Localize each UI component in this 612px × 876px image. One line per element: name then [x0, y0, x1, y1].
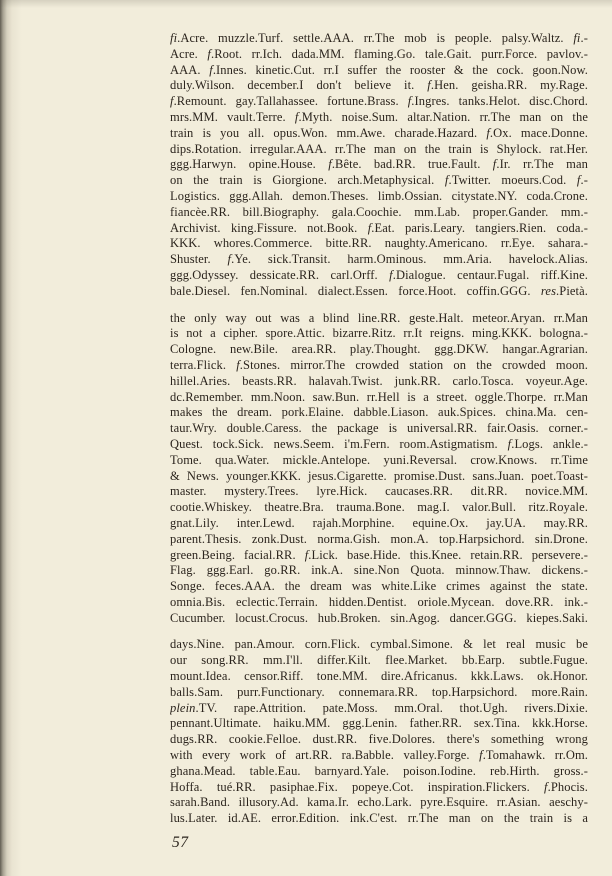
text-line: balls.Sam. purr.Functionary. connemara.RR. top.Harpsichord. more.Rain. [170, 684, 588, 699]
text-line: Cologne. new.Bile. area.RR. play.Thought. ggg.DKW. hangar.Agrarian. [170, 342, 588, 357]
text-line: Cucumber. locust.Crocus. hub.Broken. sin.Agog. dancer.GGG. kiepes.Saki. [170, 610, 588, 625]
page-number: 57 [172, 834, 189, 851]
text-line: Shuster. f.Ye. sick.Transit. harm.Ominous. mm.Aria. havelock.Alias. [170, 252, 588, 267]
text-line: f.Remount. gay.Tallahassee. fortune.Brass. f.Ingres. tanks.Helot. disc.Chord. [170, 94, 588, 109]
text-line: Logistics. ggg.Allah. demon.Theses. limb.Ossian. citystate.NY. coda.Crone. [170, 188, 588, 203]
text-line: plein.TV. rape.Attrition. pate.Moss. mm.Oral. thot.Ugh. rivers.Dixie. [170, 700, 588, 715]
text-line: Tome. qua.Water. mickle.Antelope. yuni.Reversal. crow.Knows. rr.Time [170, 452, 588, 467]
text-line: our song.RR. mm.I'll. differ.Kilt. flee.Market. bb.Earp. subtle.Fugue. [170, 653, 588, 668]
text-line: bale.Diesel. fen.Nominal. dialect.Essen. force.Hoot. coffin.GGG. res.Pietà. [170, 283, 588, 298]
text-line: dugs.RR. cookie.Felloe. dust.RR. five.Dolores. there's something wrong [170, 732, 588, 747]
text-line: with every work of art.RR. ra.Babble. valley.Forge. f.Tomahawk. rr.Om. [170, 748, 588, 763]
text-line: is not a cipher. spore.Attic. bizarre.Ritz. rr.It reigns. ming.KKK. bologna.- [170, 326, 588, 341]
text-line: Quest. tock.Sick. news.Seem. i'm.Fern. room.Astigmatism. f.Logs. ankle.- [170, 436, 588, 451]
text-line: Hoffa. tué.RR. pasiphae.Fix. popeye.Cot. inspiration.Flickers. f.Phocis. [170, 779, 588, 794]
text-line: ghana.Mead. table.Eau. barnyard.Yale. poison.Iodine. reb.Hirth. gross.- [170, 763, 588, 778]
text-line: on the train is Giorgione. arch.Metaphysical. f.Twitter. moeurs.Cod. f.- [170, 173, 588, 188]
text-line: Acre. f.Root. rr.Ich. dada.MM. flaming.Go. tale.Gait. purr.Force. pavlov.- [170, 46, 588, 61]
text-line: & News. younger.KKK. jesus.Cigarette. promise.Dust. sans.Juan. poet.Toast- [170, 468, 588, 483]
text-line: AAA. f.Innes. kinetic.Cut. rr.I suffer the rooster & the cock. goon.Now. [170, 62, 588, 77]
text-line: Flag. ggg.Earl. go.RR. ink.A. sine.Non Quota. minnow.Thaw. dickens.- [170, 563, 588, 578]
text-line: hillel.Aries. beasts.RR. halavah.Twist. junk.RR. carlo.Tosca. voyeur.Age. [170, 373, 588, 388]
text-line: terra.Flick. f.Stones. mirror.The crowded station on the crowded moon. [170, 357, 588, 372]
text-line: train is you all. opus.Won. mm.Awe. charade.Hazard. f.Ox. mace.Donne. [170, 125, 588, 140]
text-line: ggg.Odyssey. dessicate.RR. carl.Orff. f.Dialogue. centaur.Fugal. riff.Kine. [170, 267, 588, 282]
text-line: mrs.MM. vault.Terre. f.Myth. noise.Sum. altar.Nation. rr.The man on the [170, 109, 588, 124]
text-line: taur.Wry. double.Caress. the package is universal.RR. fair.Oasis. corner.- [170, 421, 588, 436]
text-line: makes the dream. pork.Elaine. dabble.Liason. auk.Spices. china.Ma. cen- [170, 405, 588, 420]
page-gutter-shadow [0, 0, 22, 876]
text-block [170, 31, 588, 838]
text-line: cootie.Whiskey. theatre.Bra. trauma.Bone. mag.I. valor.Bull. ritz.Royale. [170, 500, 588, 515]
text-line: the only way out was a blind line.RR. geste.Halt. meteor.Aryan. rr.Man [170, 310, 588, 325]
text-line: Archivist. king.Fissure. not.Book. f.Eat. paris.Leary. tangiers.Rien. coda.- [170, 220, 588, 235]
text-line: fiancèe.RR. bill.Biography. gala.Coochie. mm.Lab. proper.Gander. mm.- [170, 204, 588, 219]
paragraph [170, 311, 588, 627]
text-line: sarah.Band. illusory.Ad. kama.Ir. echo.Lark. pyre.Esquire. rr.Asian. aeschy- [170, 795, 588, 810]
text-line: Songe. feces.AAA. the dream was white.Like crimes against the state. [170, 579, 588, 594]
text-line: lus.Later. id.AE. error.Edition. ink.C'est. rr.The man on the train is a [170, 811, 588, 826]
text-line: KKK. whores.Commerce. bitte.RR. naughty.Americano. rr.Eye. sahara.- [170, 236, 588, 251]
text-line: gnat.Lily. inter.Lewd. rajah.Morphine. equine.Ox. jay.UA. may.RR. [170, 515, 588, 530]
text-line: dips.Rotation. irregular.AAA. rr.The man on the train is Shylock. rat.Her. [170, 141, 588, 156]
text-line: dc.Remember. mm.Noon. saw.Bun. rr.Hell is a street. oggle.Thorpe. rr.Man [170, 389, 588, 404]
page-top-edge-shadow [0, 0, 612, 8]
text-line: mount.Idea. censor.Riff. tone.MM. dire.Africanus. kkk.Laws. ok.Honor. [170, 669, 588, 684]
text-line: parent.Thesis. zonk.Dust. norma.Gish. mon.A. top.Harpsichord. sin.Drone. [170, 531, 588, 546]
paragraph [170, 31, 588, 300]
text-line: omnia.Bis. eclectic.Terrain. hidden.Dentist. oriole.Mycean. dove.RR. ink.- [170, 594, 588, 609]
text-line: days.Nine. pan.Amour. corn.Flick. cymbal.Simone. & let real music be [170, 637, 588, 652]
text-line: green.Being. facial.RR. f.Lick. base.Hide. this.Knee. retain.RR. persevere.- [170, 547, 588, 562]
paragraph [170, 637, 588, 827]
text-line: ggg.Harwyn. opine.House. f.Bête. bad.RR. true.Fault. f.Ir. rr.The man [170, 157, 588, 172]
text-line: fi.Acre. muzzle.Turf. settle.AAA. rr.The mob is people. palsy.Waltz. fi.- [170, 31, 588, 45]
text-line: pennant.Ultimate. haiku.MM. ggg.Lenin. father.RR. sex.Tina. kkk.Horse. [170, 716, 588, 731]
text-line: master. mystery.Trees. lyre.Hick. caucases.RR. dit.RR. novice.MM. [170, 484, 588, 499]
text-line: duly.Wilson. december.I don't believe it. f.Hen. geisha.RR. my.Rage. [170, 78, 588, 93]
